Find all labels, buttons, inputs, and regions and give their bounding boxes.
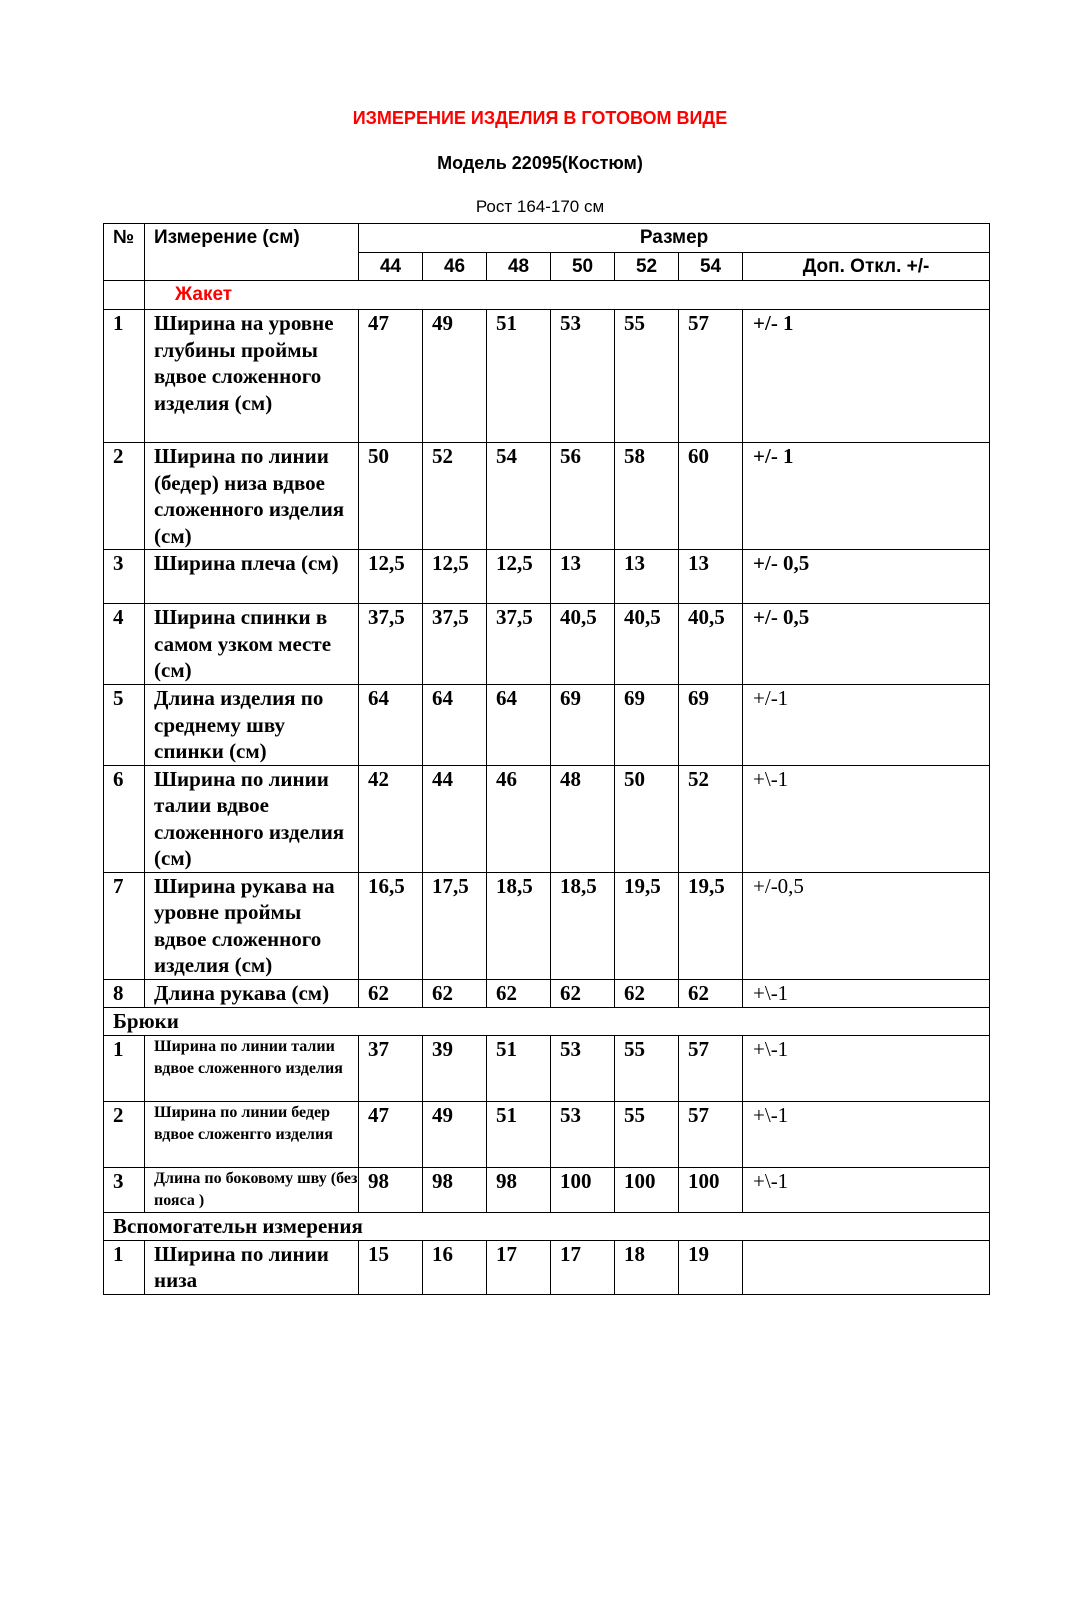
header-size: Размер (359, 224, 990, 253)
measurement-name: Длина по боковому шву (без пояса ) (145, 1167, 359, 1212)
value-size-48: 51 (487, 1035, 551, 1101)
table-row (104, 310, 990, 443)
header-number: № (104, 224, 145, 281)
value-size-54: 57 (679, 1035, 743, 1101)
value-size-52: 13 (615, 550, 679, 604)
tolerance-value (743, 1240, 990, 1294)
measurement-name: Ширина по линии талии вдвое сложенного изделия (145, 1035, 359, 1101)
row-number: 1 (104, 1240, 145, 1294)
value-size-54: 69 (679, 685, 743, 766)
row-number: 6 (104, 765, 145, 872)
table-row (104, 1167, 990, 1212)
value-size-50: 53 (551, 1035, 615, 1101)
tolerance-value: +\-1 (743, 1167, 990, 1212)
value-size-50: 100 (551, 1167, 615, 1212)
row-number: 7 (104, 872, 145, 979)
table-row (104, 604, 990, 685)
value-size-52: 69 (615, 685, 679, 766)
value-size-50: 17 (551, 1240, 615, 1294)
value-size-54: 52 (679, 765, 743, 872)
value-size-48: 62 (487, 979, 551, 1007)
value-size-44: 50 (359, 443, 423, 550)
value-size-48: 37,5 (487, 604, 551, 685)
value-size-48: 18,5 (487, 872, 551, 979)
value-size-48: 98 (487, 1167, 551, 1212)
table-row (104, 1240, 990, 1294)
value-size-44: 37,5 (359, 604, 423, 685)
table-row (104, 1101, 990, 1167)
value-size-48: 46 (487, 765, 551, 872)
value-size-52: 58 (615, 443, 679, 550)
value-size-52: 62 (615, 979, 679, 1007)
value-size-44: 42 (359, 765, 423, 872)
value-size-44: 98 (359, 1167, 423, 1212)
value-size-50: 40,5 (551, 604, 615, 685)
table-row (104, 765, 990, 872)
value-size-50: 53 (551, 1101, 615, 1167)
tolerance-value: +/-1 (743, 685, 990, 766)
value-size-48: 64 (487, 685, 551, 766)
tolerance-value: +\-1 (743, 979, 990, 1007)
value-size-52: 19,5 (615, 872, 679, 979)
row-number: 5 (104, 685, 145, 766)
size-54: 54 (679, 253, 743, 281)
value-size-52: 55 (615, 1101, 679, 1167)
value-size-44: 47 (359, 310, 423, 443)
table-row (104, 550, 990, 604)
tolerance-value: +\-1 (743, 765, 990, 872)
tolerance-value: +/- 1 (743, 443, 990, 550)
section-auxiliary-row (104, 1212, 990, 1240)
row-number: 8 (104, 979, 145, 1007)
value-size-44: 15 (359, 1240, 423, 1294)
section-label: Вспомогательн измерения (104, 1212, 990, 1240)
size-44: 44 (359, 253, 423, 281)
value-size-52: 55 (615, 310, 679, 443)
value-size-46: 49 (423, 310, 487, 443)
value-size-46: 62 (423, 979, 487, 1007)
value-size-54: 57 (679, 1101, 743, 1167)
value-size-50: 62 (551, 979, 615, 1007)
height-range: Рост 164-170 см (475, 197, 605, 216)
value-size-54: 13 (679, 550, 743, 604)
value-size-46: 64 (423, 685, 487, 766)
value-size-54: 100 (679, 1167, 743, 1212)
value-size-48: 54 (487, 443, 551, 550)
value-size-54: 19,5 (679, 872, 743, 979)
tolerance-value: +/- 0,5 (743, 604, 990, 685)
value-size-54: 57 (679, 310, 743, 443)
value-size-54: 62 (679, 979, 743, 1007)
tolerance-value: +/- 1 (743, 310, 990, 443)
row-number: 1 (104, 310, 145, 443)
measurement-name: Длина рукава (см) (145, 979, 359, 1007)
value-size-50: 48 (551, 765, 615, 872)
value-size-46: 52 (423, 443, 487, 550)
section-trousers-row (104, 1007, 990, 1035)
table-row (104, 1035, 990, 1101)
size-50: 50 (551, 253, 615, 281)
value-size-46: 49 (423, 1101, 487, 1167)
size-48: 48 (487, 253, 551, 281)
size-46: 46 (423, 253, 487, 281)
measurement-name: Ширина плеча (см) (145, 550, 359, 604)
value-size-50: 18,5 (551, 872, 615, 979)
value-size-54: 60 (679, 443, 743, 550)
value-size-46: 39 (423, 1035, 487, 1101)
header-measurement: Измерение (см) (145, 224, 359, 281)
tolerance-value: +/-0,5 (743, 872, 990, 979)
row-number: 3 (104, 550, 145, 604)
value-size-46: 16 (423, 1240, 487, 1294)
tolerance-value: +/- 0,5 (743, 550, 990, 604)
page-title: ИЗМЕРЕНИЕ ИЗДЕЛИЯ В ГОТОВОМ ВИДЕ (352, 108, 728, 128)
tolerance-value: +\-1 (743, 1101, 990, 1167)
value-size-52: 18 (615, 1240, 679, 1294)
size-52: 52 (615, 253, 679, 281)
value-size-46: 44 (423, 765, 487, 872)
value-size-44: 37 (359, 1035, 423, 1101)
header-tolerance: Доп. Откл. +/- (743, 253, 990, 281)
measurement-name: Длина изделия по среднему шву спинки (см) (145, 685, 359, 766)
table-row (104, 685, 990, 766)
measurement-name: Ширина по линии (бедер) низа вдвое сложенного изделия (см) (145, 443, 359, 550)
section-spacer (104, 281, 145, 310)
value-size-44: 12,5 (359, 550, 423, 604)
value-size-50: 13 (551, 550, 615, 604)
table-row (104, 872, 990, 979)
value-size-44: 16,5 (359, 872, 423, 979)
value-size-46: 98 (423, 1167, 487, 1212)
value-size-48: 51 (487, 1101, 551, 1167)
value-size-50: 56 (551, 443, 615, 550)
measurement-name: Ширина по линии бедер вдвое сложенгго изделия (145, 1101, 359, 1167)
value-size-46: 37,5 (423, 604, 487, 685)
value-size-54: 40,5 (679, 604, 743, 685)
section-label: Брюки (104, 1007, 990, 1035)
measurement-name: Ширина на уровне глубины проймы вдвое сложенного изделия (см) (145, 310, 359, 443)
value-size-52: 55 (615, 1035, 679, 1101)
table-row (104, 979, 990, 1007)
value-size-50: 69 (551, 685, 615, 766)
measurement-name: Ширина по линии низа (145, 1240, 359, 1294)
value-size-52: 50 (615, 765, 679, 872)
value-size-52: 40,5 (615, 604, 679, 685)
row-number: 3 (104, 1167, 145, 1212)
section-jacket-row (104, 281, 990, 310)
value-size-48: 12,5 (487, 550, 551, 604)
row-number: 1 (104, 1035, 145, 1101)
table-row (104, 443, 990, 550)
value-size-54: 19 (679, 1240, 743, 1294)
value-size-44: 64 (359, 685, 423, 766)
value-size-44: 47 (359, 1101, 423, 1167)
row-number: 2 (104, 1101, 145, 1167)
value-size-48: 51 (487, 310, 551, 443)
measurement-name: Ширина по линии талии вдвое сложенного изделия (см) (145, 765, 359, 872)
value-size-52: 100 (615, 1167, 679, 1212)
measurement-table (103, 223, 990, 1295)
value-size-46: 17,5 (423, 872, 487, 979)
value-size-50: 53 (551, 310, 615, 443)
model-name: Модель 22095(Костюм) (437, 153, 643, 173)
value-size-46: 12,5 (423, 550, 487, 604)
value-size-48: 17 (487, 1240, 551, 1294)
row-number: 2 (104, 443, 145, 550)
section-label: Жакет (145, 281, 990, 310)
measurement-name: Ширина рукава на уровне проймы вдвое сложенного изделия (см) (145, 872, 359, 979)
tolerance-value: +\-1 (743, 1035, 990, 1101)
row-number: 4 (104, 604, 145, 685)
measurement-name: Ширина спинки в самом узком месте (см) (145, 604, 359, 685)
value-size-44: 62 (359, 979, 423, 1007)
